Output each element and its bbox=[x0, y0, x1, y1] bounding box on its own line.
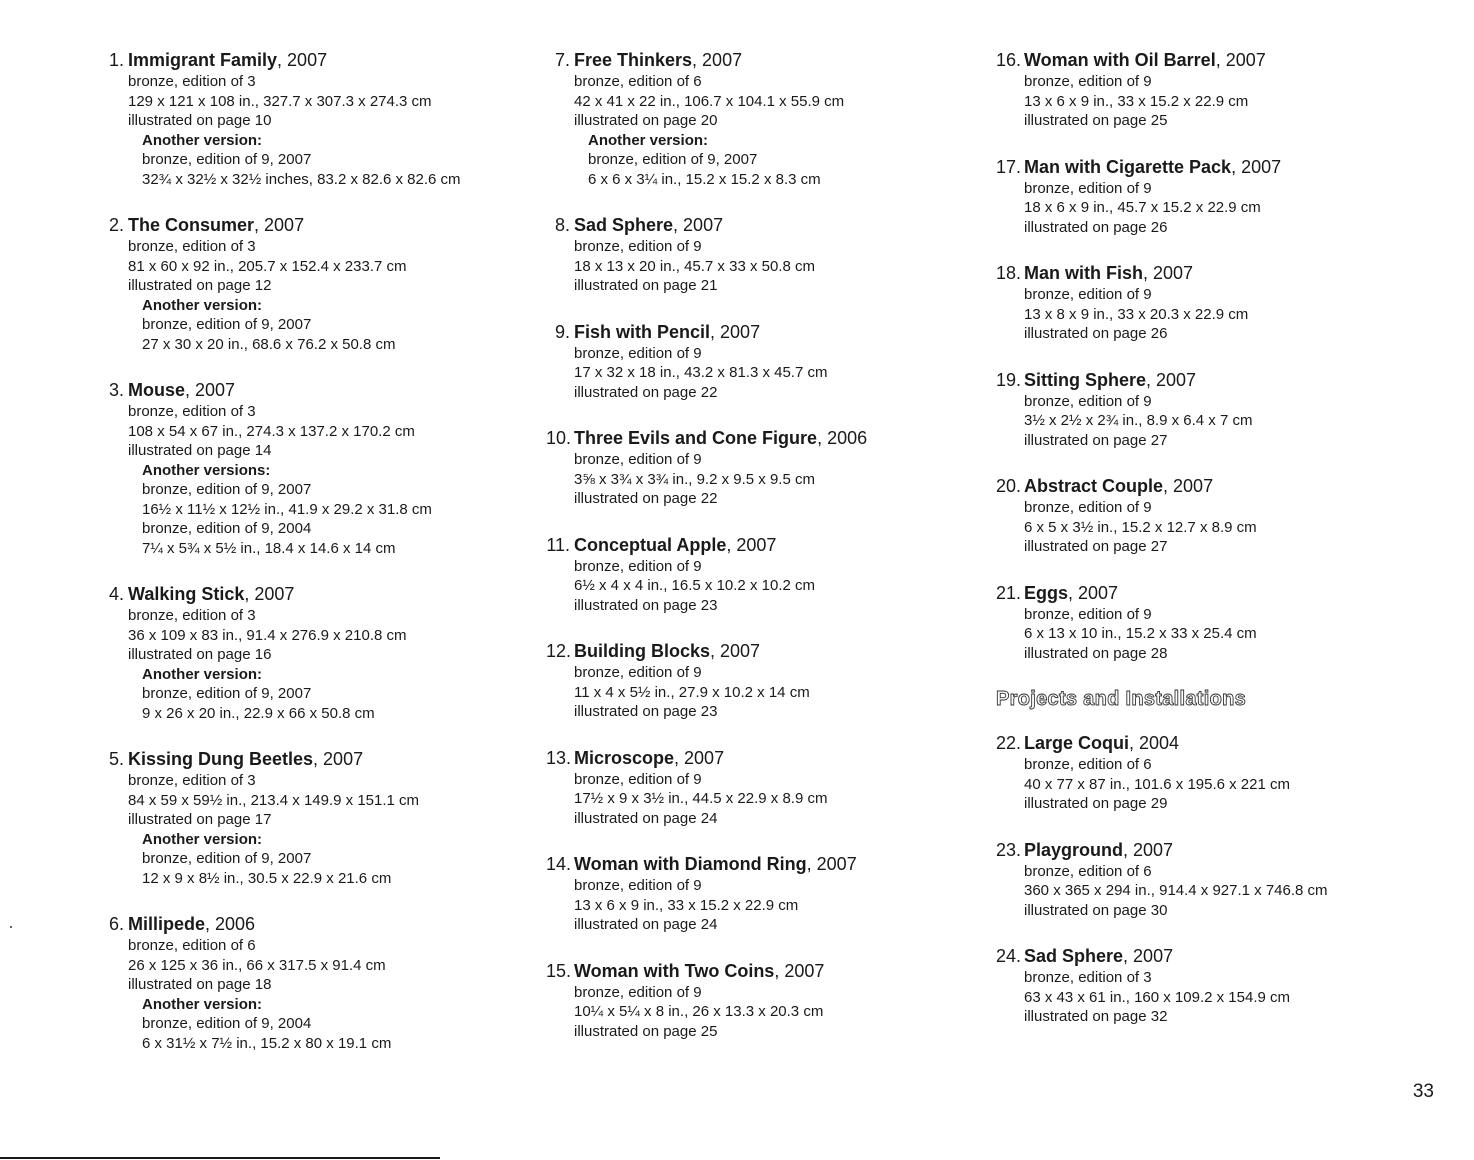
entry-detail-line: illustrated on page 25 bbox=[574, 1022, 718, 1040]
entry-detail-line: 17½ x 9 x 3½ in., 44.5 x 22.9 x 8.9 cm bbox=[574, 790, 828, 807]
entry-detail-line: 81 x 60 x 92 in., 205.7 x 152.4 x 233.7 cm bbox=[128, 257, 407, 275]
another-version-label: Another version: bbox=[142, 995, 263, 1013]
entry-detail-line: 6½ x 4 x 4 in., 16.5 x 10.2 x 10.2 cm bbox=[574, 577, 815, 594]
entry-detail-line: 3⅝ x 3¾ x 3¾ in., 9.2 x 9.5 x 9.5 cm bbox=[574, 470, 815, 488]
version-detail-line: bronze, edition of 9, 2007 bbox=[142, 850, 312, 867]
catalog-entry bbox=[546, 639, 1006, 722]
entry-title: Immigrant Family bbox=[128, 50, 278, 70]
entry-heading bbox=[1024, 261, 1456, 285]
entry-detail-line: illustrated on page 27 bbox=[1024, 538, 1168, 555]
entry-detail-line: illustrated on page 20 bbox=[574, 112, 718, 129]
version-detail-line: 12 x 9 x 8½ in., 30.5 x 22.9 x 21.6 cm bbox=[142, 869, 392, 887]
catalog-column-2 bbox=[546, 48, 1006, 1065]
entry-title: Millipede bbox=[128, 914, 206, 934]
entry-heading bbox=[574, 533, 1006, 557]
version-detail-line: bronze, edition of 9, 2007 bbox=[142, 685, 312, 702]
entry-title: Three Evils and Cone Figure bbox=[574, 428, 818, 448]
another-version-block bbox=[128, 131, 560, 190]
catalog-entry bbox=[996, 731, 1456, 814]
entry-title: Sad Sphere bbox=[574, 215, 674, 235]
entry-detail-line: bronze, edition of 3 bbox=[128, 403, 256, 420]
entry-detail-line: 40 x 77 x 87 in., 101.6 x 195.6 x 221 cm bbox=[1024, 775, 1291, 793]
catalog-entry bbox=[546, 48, 1006, 189]
entry-detail-line: 6 x 13 x 10 in., 15.2 x 33 x 25.4 cm bbox=[1024, 625, 1257, 642]
another-version-label: Another version: bbox=[142, 665, 263, 683]
entry-detail-line: 36 x 109 x 83 in., 91.4 x 276.9 x 210.8 cm bbox=[128, 626, 407, 644]
entry-detail-line: bronze, edition of 9 bbox=[1024, 179, 1152, 197]
entry-year: , 2007 bbox=[1123, 839, 1174, 860]
catalog-entry bbox=[100, 213, 560, 354]
catalog-entry bbox=[996, 261, 1456, 344]
version-detail-line: bronze, edition of 9, 2004 bbox=[142, 1015, 312, 1032]
entry-detail-line: bronze, edition of 3 bbox=[128, 73, 256, 90]
catalog-entry bbox=[546, 533, 1006, 616]
catalog-column-3 bbox=[996, 48, 1456, 1051]
entry-heading bbox=[1024, 581, 1456, 605]
entry-heading bbox=[574, 426, 1006, 450]
entry-detail-line: illustrated on page 10 bbox=[128, 112, 272, 129]
entry-title: Large Coqui bbox=[1024, 733, 1130, 753]
entry-heading bbox=[128, 912, 560, 936]
entry-heading bbox=[574, 852, 1006, 876]
entry-heading bbox=[128, 213, 560, 237]
entry-year: , 2004 bbox=[1129, 733, 1180, 753]
catalog-column-1 bbox=[100, 48, 560, 1077]
catalog-entry bbox=[996, 48, 1456, 131]
entry-year: , 2007 bbox=[673, 215, 724, 235]
entry-title: Mouse bbox=[128, 380, 186, 400]
catalog-entry bbox=[996, 944, 1456, 1027]
entry-number: 4. bbox=[108, 584, 124, 604]
another-version-block bbox=[128, 995, 560, 1054]
entry-heading bbox=[574, 746, 1006, 770]
another-version-block bbox=[128, 296, 560, 355]
entry-detail-line: illustrated on page 29 bbox=[1024, 795, 1168, 812]
entry-year: , 2007 bbox=[185, 380, 236, 400]
entry-heading bbox=[574, 959, 1006, 983]
another-version-block bbox=[574, 131, 1006, 190]
entry-heading bbox=[574, 213, 1006, 237]
entry-number: 10. bbox=[546, 428, 572, 448]
entry-detail-line: illustrated on page 24 bbox=[574, 916, 718, 933]
entry-heading bbox=[1024, 474, 1456, 498]
catalog-entry bbox=[996, 155, 1456, 238]
entry-number: 5. bbox=[108, 749, 124, 769]
catalog-entry bbox=[546, 213, 1006, 296]
entry-title: Woman with Oil Barrel bbox=[1024, 50, 1216, 70]
entry-detail-line: illustrated on page 23 bbox=[574, 596, 718, 614]
catalog-entry bbox=[546, 959, 1006, 1042]
version-detail-line: bronze, edition of 9, 2007 bbox=[142, 316, 312, 333]
entry-detail-line: illustrated on page 30 bbox=[1024, 901, 1168, 919]
entry-year: , 2007 bbox=[277, 50, 328, 70]
entry-detail-line: bronze, edition of 9 bbox=[574, 451, 702, 468]
another-version-label: Another version: bbox=[588, 131, 709, 149]
entry-detail-line: illustrated on page 25 bbox=[1024, 112, 1168, 129]
catalog-entry bbox=[100, 378, 560, 558]
entry-number: 6. bbox=[108, 914, 124, 934]
version-detail-line: 7¼ x 5¾ x 5½ in., 18.4 x 14.6 x 14 cm bbox=[142, 539, 396, 557]
catalog-entry bbox=[546, 852, 1006, 935]
catalog-entry bbox=[996, 368, 1456, 451]
entry-heading bbox=[1024, 155, 1456, 179]
entry-number: 8. bbox=[554, 215, 570, 235]
entry-detail-line: illustrated on page 23 bbox=[574, 703, 718, 720]
entry-year: , 2007 bbox=[1163, 476, 1214, 496]
entry-detail-line: illustrated on page 32 bbox=[1024, 1008, 1168, 1025]
entry-title: Conceptual Apple bbox=[574, 534, 727, 555]
entry-number: 3. bbox=[108, 380, 124, 400]
entry-number: 21. bbox=[996, 582, 1022, 603]
entry-detail-line: 13 x 6 x 9 in., 33 x 15.2 x 22.9 cm bbox=[574, 896, 799, 914]
entry-number: 7. bbox=[554, 50, 570, 70]
entry-number: 19. bbox=[996, 369, 1022, 390]
entry-number: 13. bbox=[546, 747, 572, 768]
entry-heading bbox=[1024, 368, 1456, 392]
entry-detail-line: bronze, edition of 9 bbox=[1024, 392, 1152, 410]
entry-detail-line: bronze, edition of 9 bbox=[574, 770, 702, 788]
entry-year: , 2007 bbox=[674, 747, 725, 768]
entry-year: , 2007 bbox=[1231, 156, 1282, 177]
entry-year: , 2007 bbox=[313, 749, 364, 769]
entry-detail-line: illustrated on page 26 bbox=[1024, 218, 1168, 236]
entry-detail-line: bronze, edition of 3 bbox=[128, 772, 256, 789]
entry-heading bbox=[1024, 838, 1456, 862]
catalog-entry bbox=[546, 320, 1006, 403]
entry-title: Playground bbox=[1024, 839, 1124, 860]
entry-detail-line: 108 x 54 x 67 in., 274.3 x 137.2 x 170.2 cm bbox=[128, 422, 415, 440]
entry-detail-line: 6 x 5 x 3½ in., 15.2 x 12.7 x 8.9 cm bbox=[1024, 518, 1257, 536]
another-version-block bbox=[128, 830, 560, 889]
entry-detail-line: illustrated on page 24 bbox=[574, 809, 718, 827]
entry-detail-line: bronze, edition of 9 bbox=[574, 877, 702, 894]
entry-title: Eggs bbox=[1024, 582, 1069, 603]
another-version-label: Another versions: bbox=[142, 461, 271, 479]
entry-detail-line: illustrated on page 27 bbox=[1024, 431, 1168, 449]
entry-detail-line: bronze, edition of 6 bbox=[574, 73, 702, 90]
entry-title: Man with Fish bbox=[1024, 263, 1143, 283]
catalog-entry bbox=[996, 838, 1456, 921]
version-detail-line: bronze, edition of 9, 2004 bbox=[142, 520, 312, 537]
entry-heading bbox=[1024, 731, 1456, 755]
entry-detail-line: bronze, edition of 6 bbox=[1024, 862, 1152, 880]
entry-number: 11. bbox=[546, 534, 570, 555]
entry-number: 2. bbox=[108, 215, 124, 235]
entry-title: Walking Stick bbox=[128, 584, 245, 604]
entry-detail-line: 360 x 365 x 294 in., 914.4 x 927.1 x 746.8 cm bbox=[1024, 882, 1328, 899]
entry-detail-line: bronze, edition of 9 bbox=[574, 344, 702, 362]
entry-year: , 2006 bbox=[817, 428, 868, 448]
entry-year: , 2007 bbox=[1143, 263, 1194, 283]
entry-detail-line: 10¼ x 5¼ x 8 in., 26 x 13.3 x 20.3 cm bbox=[574, 1003, 824, 1020]
entry-detail-line: 63 x 43 x 61 in., 160 x 109.2 x 154.9 cm bbox=[1024, 988, 1291, 1006]
entry-detail-line: bronze, edition of 3 bbox=[1024, 969, 1152, 986]
another-version-block bbox=[128, 461, 560, 559]
entry-title: Fish with Pencil bbox=[574, 321, 711, 342]
entry-detail-line: bronze, edition of 9 bbox=[574, 664, 702, 681]
entry-heading bbox=[128, 378, 560, 402]
entry-detail-line: 11 x 4 x 5½ in., 27.9 x 10.2 x 14 cm bbox=[574, 683, 810, 701]
entry-year: , 2007 bbox=[806, 854, 857, 874]
entry-detail-line: bronze, edition of 6 bbox=[128, 937, 256, 954]
entry-detail-line: bronze, edition of 9 bbox=[574, 238, 702, 255]
bottom-rule bbox=[0, 1157, 440, 1159]
entry-detail-line: bronze, edition of 6 bbox=[1024, 756, 1152, 773]
page-number: 33 bbox=[1412, 1081, 1434, 1102]
catalog-entry bbox=[546, 746, 1006, 829]
entry-detail-line: 84 x 59 x 59½ in., 213.4 x 149.9 x 151.1 cm bbox=[128, 791, 420, 809]
scan-speck bbox=[10, 926, 12, 928]
version-detail-line: bronze, edition of 9, 2007 bbox=[142, 151, 312, 168]
entry-detail-line: bronze, edition of 3 bbox=[128, 238, 256, 255]
entry-title: Sitting Sphere bbox=[1024, 369, 1147, 390]
entry-number: 20. bbox=[996, 476, 1022, 496]
entry-title: Sad Sphere bbox=[1024, 946, 1124, 966]
catalog-entry bbox=[546, 426, 1006, 509]
another-version-block bbox=[128, 665, 560, 724]
entry-title: Building Blocks bbox=[574, 641, 711, 661]
entry-detail-line: 18 x 13 x 20 in., 45.7 x 33 x 50.8 cm bbox=[574, 257, 815, 275]
entry-detail-line: illustrated on page 26 bbox=[1024, 325, 1168, 342]
entry-title: The Consumer bbox=[128, 215, 255, 235]
entry-title: Microscope bbox=[574, 747, 675, 768]
entry-year: , 2007 bbox=[774, 960, 825, 981]
entry-detail-line: illustrated on page 17 bbox=[128, 811, 272, 828]
catalog-entry bbox=[100, 912, 560, 1053]
entry-year: , 2007 bbox=[254, 215, 305, 235]
entry-year: , 2007 bbox=[1146, 369, 1197, 390]
entry-detail-line: 26 x 125 x 36 in., 66 x 317.5 x 91.4 cm bbox=[128, 956, 386, 974]
entry-title: Free Thinkers bbox=[574, 50, 693, 70]
version-detail-line: 9 x 26 x 20 in., 22.9 x 66 x 50.8 cm bbox=[142, 704, 375, 722]
entry-detail-line: illustrated on page 21 bbox=[574, 277, 718, 294]
entry-detail-line: 42 x 41 x 22 in., 106.7 x 104.1 x 55.9 cm bbox=[574, 92, 845, 110]
entry-detail-line: illustrated on page 28 bbox=[1024, 644, 1168, 662]
entry-heading bbox=[1024, 48, 1456, 72]
entry-number: 15. bbox=[546, 960, 572, 981]
entry-year: , 2007 bbox=[1215, 50, 1266, 70]
entry-number: 14. bbox=[546, 854, 572, 874]
version-detail-line: 6 x 31½ x 7½ in., 15.2 x 80 x 19.1 cm bbox=[142, 1034, 392, 1052]
entry-heading bbox=[128, 48, 560, 72]
entry-heading bbox=[574, 320, 1006, 344]
entry-heading bbox=[1024, 944, 1456, 968]
entry-detail-line: bronze, edition of 9 bbox=[574, 983, 702, 1001]
entry-number: 9. bbox=[554, 321, 570, 342]
catalog-entry bbox=[100, 747, 560, 888]
version-detail-line: 27 x 30 x 20 in., 68.6 x 76.2 x 50.8 cm bbox=[142, 335, 396, 353]
entry-heading bbox=[574, 48, 1006, 72]
entry-number: 18. bbox=[996, 263, 1022, 283]
entry-title: Abstract Couple bbox=[1024, 476, 1164, 496]
catalog-entry bbox=[996, 474, 1456, 557]
version-detail-line: bronze, edition of 9, 2007 bbox=[142, 481, 312, 498]
entry-detail-line: illustrated on page 12 bbox=[128, 277, 272, 294]
entry-detail-line: bronze, edition of 3 bbox=[128, 607, 256, 624]
entry-detail-line: 18 x 6 x 9 in., 45.7 x 15.2 x 22.9 cm bbox=[1024, 199, 1261, 216]
entry-number: 12. bbox=[546, 641, 572, 661]
entry-title: Woman with Two Coins bbox=[574, 960, 775, 981]
entry-detail-line: bronze, edition of 9 bbox=[1024, 605, 1152, 623]
entry-title: Man with Cigarette Pack bbox=[1024, 156, 1232, 177]
entry-detail-line: 13 x 8 x 9 in., 33 x 20.3 x 22.9 cm bbox=[1024, 305, 1249, 323]
entry-detail-line: illustrated on page 16 bbox=[128, 646, 272, 663]
catalog-entry bbox=[100, 48, 560, 189]
entry-heading bbox=[574, 639, 1006, 663]
entry-detail-line: illustrated on page 22 bbox=[574, 383, 718, 401]
entry-detail-line: bronze, edition of 9 bbox=[1024, 499, 1152, 516]
another-version-label: Another version: bbox=[142, 131, 263, 149]
entry-detail-line: bronze, edition of 9 bbox=[574, 557, 702, 575]
entry-detail-line: illustrated on page 18 bbox=[128, 976, 272, 993]
entry-year: , 2006 bbox=[205, 914, 256, 934]
entry-detail-line: illustrated on page 22 bbox=[574, 490, 718, 507]
entry-number: 23. bbox=[996, 839, 1022, 860]
version-detail-line: 16½ x 11½ x 12½ in., 41.9 x 29.2 x 31.8 cm bbox=[142, 500, 432, 518]
version-detail-line: 6 x 6 x 3¼ in., 15.2 x 15.2 x 8.3 cm bbox=[588, 170, 821, 188]
another-version-label: Another version: bbox=[142, 830, 263, 848]
another-version-label: Another version: bbox=[142, 296, 263, 314]
entry-year: , 2007 bbox=[710, 641, 761, 661]
entry-number: 22. bbox=[996, 733, 1022, 753]
entry-title: Woman with Diamond Ring bbox=[574, 854, 807, 874]
entry-detail-line: bronze, edition of 9 bbox=[1024, 73, 1152, 90]
entry-detail-line: 3½ x 2½ x 2¾ in., 8.9 x 6.4 x 7 cm bbox=[1024, 412, 1253, 429]
entry-year: , 2007 bbox=[710, 321, 761, 342]
entry-heading bbox=[128, 582, 560, 606]
entry-detail-line: 129 x 121 x 108 in., 327.7 x 307.3 x 274.3 cm bbox=[128, 92, 432, 110]
section-heading: Projects and Installations bbox=[996, 688, 1247, 710]
entry-year: , 2007 bbox=[1068, 582, 1119, 603]
entry-detail-line: illustrated on page 14 bbox=[128, 442, 272, 459]
catalog-entry bbox=[100, 582, 560, 723]
entry-detail-line: 17 x 32 x 18 in., 43.2 x 81.3 x 45.7 cm bbox=[574, 364, 828, 381]
entry-year: , 2007 bbox=[726, 534, 777, 555]
entry-number: 24. bbox=[996, 946, 1022, 966]
entry-year: , 2007 bbox=[1123, 946, 1174, 966]
version-detail-line: 32¾ x 32½ x 32½ inches, 83.2 x 82.6 x 82.6 cm bbox=[142, 170, 461, 188]
entry-detail-line: bronze, edition of 9 bbox=[1024, 286, 1152, 303]
entry-number: 1. bbox=[108, 50, 124, 70]
entry-title: Kissing Dung Beetles bbox=[128, 749, 314, 769]
entry-detail-line: 13 x 6 x 9 in., 33 x 15.2 x 22.9 cm bbox=[1024, 92, 1249, 110]
entry-year: , 2007 bbox=[244, 584, 295, 604]
version-detail-line: bronze, edition of 9, 2007 bbox=[588, 151, 758, 168]
entry-number: 16. bbox=[996, 50, 1022, 70]
catalog-entry bbox=[996, 581, 1456, 664]
entry-number: 17. bbox=[996, 156, 1022, 177]
entry-heading bbox=[128, 747, 560, 771]
entry-year: , 2007 bbox=[692, 50, 743, 70]
